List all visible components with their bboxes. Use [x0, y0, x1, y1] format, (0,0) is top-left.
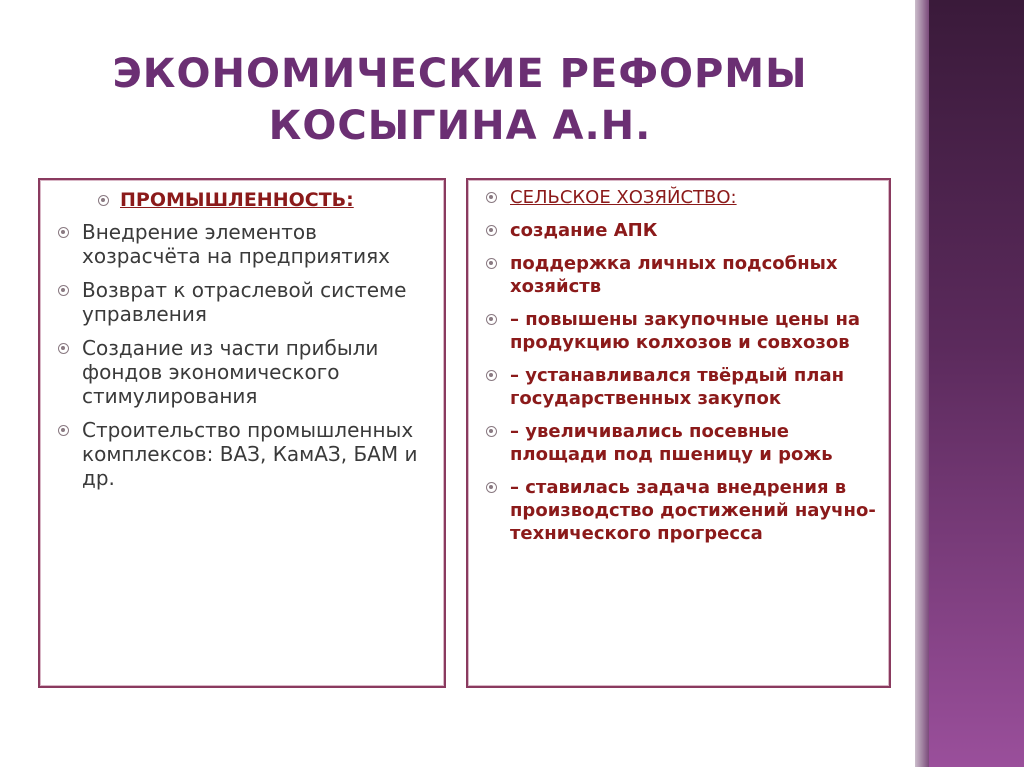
circle-bullet-icon: [486, 482, 497, 493]
list-item-text: – ставилась задача внедрения в производство достижений научно-технического прогресса: [510, 477, 876, 544]
list-item-text: Возврат к отраслевой системе управления: [82, 278, 407, 326]
industry-heading: ПРОМЫШЛЕННОСТЬ:: [120, 189, 354, 211]
list-item: [50, 336, 434, 408]
list-item-text: – повышены закупочные цены на продукцию колхозов и совхозов: [510, 309, 861, 353]
circle-bullet-icon: [486, 225, 497, 236]
list-item-text: создание АПК: [510, 220, 658, 241]
circle-bullet-icon: [58, 343, 69, 354]
list-item-text: Строительство промышленных комплексов: ВАЗ, КамАЗ, БАМ и др.: [82, 418, 418, 490]
circle-bullet-icon: [486, 426, 497, 437]
list-item: [478, 364, 879, 410]
list-item: [478, 308, 879, 354]
list-item: [478, 252, 879, 298]
industry-heading-item: [50, 188, 434, 212]
list-item: [50, 278, 434, 326]
list-item: [50, 418, 434, 490]
circle-bullet-icon: [98, 195, 109, 206]
list-item-text: Внедрение элементов хозрасчёта на предприятиях: [82, 220, 390, 268]
circle-bullet-icon: [486, 314, 497, 325]
title-line-1: ЭКОНОМИЧЕСКИЕ РЕФОРМЫ: [112, 51, 808, 97]
list-item: [50, 220, 434, 268]
list-item-text: поддержка личных подсобных хозяйств: [510, 253, 838, 297]
title-line-2: КОСЫГИНА А.Н.: [268, 103, 652, 149]
industry-panel: [38, 178, 446, 688]
slide-title: [60, 48, 860, 152]
circle-bullet-icon: [58, 425, 69, 436]
circle-bullet-icon: [486, 370, 497, 381]
agriculture-list: [478, 186, 879, 545]
list-item-text: – устанавливался твёрдый план государственных закупок: [510, 365, 845, 409]
agriculture-heading: СЕЛЬСКОЕ ХОЗЯЙСТВО:: [510, 187, 737, 208]
circle-bullet-icon: [486, 258, 497, 269]
list-item: [478, 420, 879, 466]
list-item-text: Создание из части прибыли фондов экономического стимулирования: [82, 336, 379, 408]
agriculture-panel: [466, 178, 891, 688]
industry-list: [50, 188, 434, 490]
list-item-text: – увеличивались посевные площади под пшеницу и рожь: [510, 421, 833, 465]
agriculture-heading-item: [478, 186, 879, 209]
circle-bullet-icon: [58, 285, 69, 296]
circle-bullet-icon: [58, 227, 69, 238]
list-item: [478, 476, 879, 545]
decorative-side-band: [915, 0, 1024, 767]
list-item: [478, 219, 879, 242]
circle-bullet-icon: [486, 192, 497, 203]
